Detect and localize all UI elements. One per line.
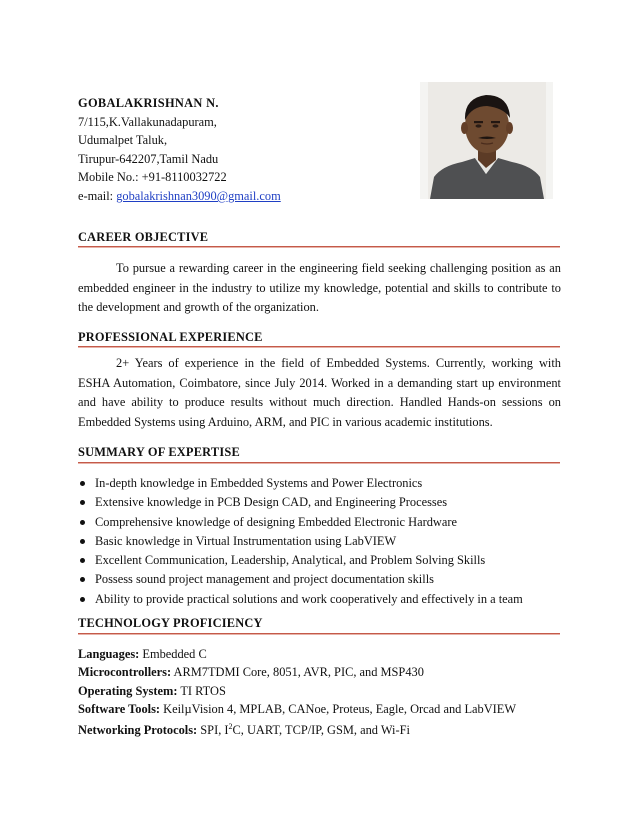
address-line-3: Tirupur-642207,Tamil Nadu bbox=[78, 151, 219, 166]
microcontrollers-row bbox=[78, 663, 516, 681]
candidate-name: GOBALAKRISHNAN N. bbox=[78, 96, 219, 110]
summary-of-expertise-title: SUMMARY OF EXPERTISE bbox=[78, 445, 240, 459]
list-item: Basic knowledge in Virtual Instrumentation using LabVIEW bbox=[78, 532, 523, 551]
summary-of-expertise-divider bbox=[78, 462, 560, 463]
software-tools-row bbox=[78, 700, 516, 718]
languages-value: Embedded C bbox=[139, 647, 207, 661]
technology-proficiency-divider bbox=[78, 633, 560, 634]
software-tools-label: Software Tools: bbox=[78, 701, 161, 716]
list-item: In-depth knowledge in Embedded Systems and Power Electronics bbox=[78, 474, 523, 493]
technology-proficiency-title: TECHNOLOGY PROFICIENCY bbox=[78, 616, 263, 630]
networking-protocols-value-start: SPI, I bbox=[197, 723, 229, 738]
contact-block bbox=[78, 94, 281, 206]
operating-system-label: Operating System: bbox=[78, 683, 178, 698]
career-objective-title: CAREER OBJECTIVE bbox=[78, 230, 209, 244]
networking-protocols-value-end: C, UART, TCP/IP, GSM, and Wi-Fi bbox=[232, 723, 410, 738]
email-link[interactable]: gobalakrishnan3090@gmail.com bbox=[116, 188, 281, 203]
email-label: e-mail: bbox=[78, 188, 117, 203]
microcontrollers-label: Microcontrollers: bbox=[78, 665, 172, 680]
microcontrollers-value: ARM7TDMI Core, 8051, AVR, PIC, and MSP430 bbox=[171, 665, 424, 680]
list-item: Ability to provide practical solutions and work cooperatively and effectively in a team bbox=[78, 590, 523, 609]
career-objective-divider bbox=[78, 246, 560, 247]
networking-protocols-row bbox=[78, 718, 516, 739]
networking-protocols-label: Networking Protocols: bbox=[78, 723, 198, 738]
profile-photo bbox=[420, 82, 553, 199]
operating-system-row bbox=[78, 682, 516, 700]
languages-label: Languages: bbox=[78, 647, 140, 661]
professional-experience-title: PROFESSIONAL EXPERIENCE bbox=[78, 330, 263, 344]
mobile-number: Mobile No.: +91-8110032722 bbox=[78, 170, 227, 185]
list-item: Excellent Communication, Leadership, Analytical, and Problem Solving Skills bbox=[78, 551, 523, 570]
expertise-list bbox=[78, 474, 523, 609]
email-line bbox=[78, 187, 281, 206]
operating-system-value: TI RTOS bbox=[177, 683, 226, 698]
list-item: Comprehensive knowledge of designing Embedded Electronic Hardware bbox=[78, 513, 523, 532]
technology-list bbox=[78, 645, 516, 740]
networking-superscript: 2 bbox=[228, 722, 233, 732]
languages-row bbox=[78, 645, 516, 663]
list-item: Extensive knowledge in PCB Design CAD, and Engineering Processes bbox=[78, 493, 523, 512]
professional-experience-text: 2+ Years of experience in the field of Embedded Systems. Currently, working with ESHA Automation, Coimbatore, since July 2014. Worked in a demanding start up environment and have ability to produce results without much direction. Handled Hands-on sessions on Embedded Systems using Arduino, ARM, and PIC in various academic institutions. bbox=[78, 356, 561, 429]
address-line-2: Udumalpet Taluk, bbox=[78, 133, 168, 148]
address-line-1: 7/115,K.Vallakunadapuram, bbox=[78, 114, 217, 129]
list-item: Possess sound project management and project documentation skills bbox=[78, 570, 523, 589]
career-objective-text: To pursue a rewarding career in the engineering field seeking challenging position as an embedded engineer in the industry to utilize my knowledge, potential and skills to contribute to the development and growth of the organization. bbox=[78, 261, 561, 315]
portrait-image bbox=[420, 82, 553, 199]
professional-experience-divider bbox=[78, 346, 560, 347]
software-tools-value: KeilµVision 4, MPLAB, CANoe, Proteus, Eagle, Orcad and LabVIEW bbox=[160, 701, 517, 716]
